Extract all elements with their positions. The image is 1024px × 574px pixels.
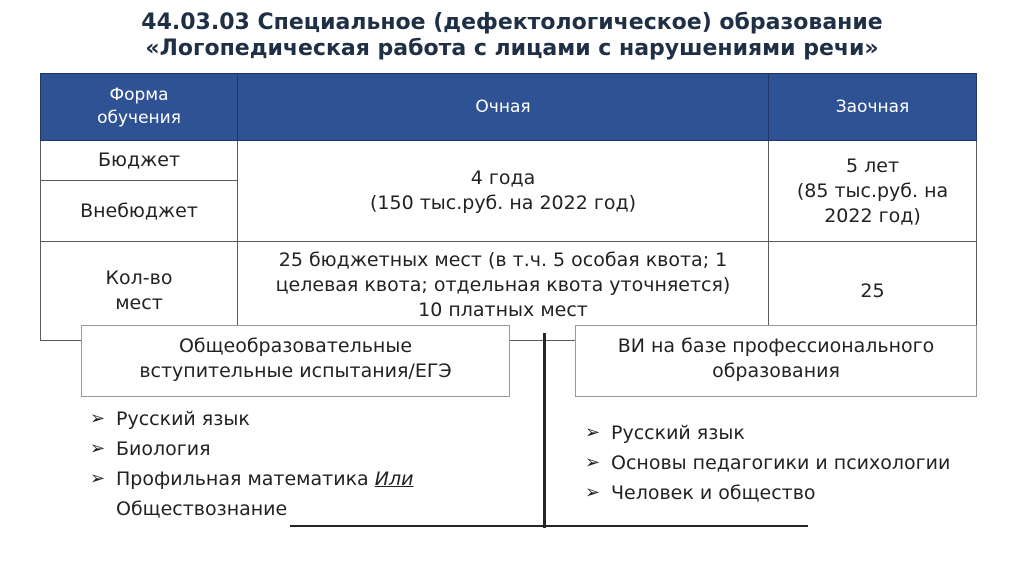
parttime-cost-cell (769, 141, 977, 242)
connector-vertical-line (543, 333, 546, 528)
list-item-label: Основы педагогики и психологии (611, 452, 951, 474)
fulltime-places-line2: целевая квота; отдельная квота уточняется) (275, 274, 731, 296)
general-exams-title-line1: Общеобразовательные (178, 335, 413, 357)
list-item (88, 404, 488, 434)
parttime-places: 25 (769, 242, 977, 341)
fulltime-places-line3: 10 платных мест (418, 299, 588, 321)
list-item-label: Русский язык (116, 408, 250, 430)
arrow-bullet-icon: ➢ (585, 482, 601, 503)
math-line2: Обществознание (116, 498, 288, 520)
table-row-budget (41, 141, 977, 181)
budget-label: Бюджет (41, 141, 238, 181)
places-label-line2: мест (115, 292, 163, 314)
list-item (88, 434, 488, 464)
header-form-of-study (41, 74, 238, 141)
list-item-label: Биология (116, 438, 211, 460)
places-label-line1: Кол-во (105, 267, 173, 289)
arrow-bullet-icon: ➢ (585, 452, 601, 473)
fulltime-duration: 4 года (470, 167, 536, 189)
fulltime-cost: (150 тыс.руб. на 2022 год) (369, 192, 637, 214)
admission-table (40, 73, 977, 341)
general-exams-title-line2: вступительные испытания/ЕГЭ (139, 360, 452, 382)
header-form-line1: Форма (109, 85, 169, 105)
professional-exams-title-line2: образования (712, 360, 840, 382)
header-form-line2: обучения (97, 108, 181, 128)
arrow-bullet-icon: ➢ (90, 408, 106, 429)
header-fulltime: Очная (238, 74, 769, 141)
nonbudget-label: Внебюджет (41, 181, 238, 242)
fulltime-cost-cell (238, 141, 769, 242)
list-item (88, 464, 488, 524)
connector-horizontal-line (290, 525, 808, 527)
general-exams-box (81, 325, 510, 397)
page-title-line1: 44.03.03 Специальное (дефектологическое) образование (141, 10, 883, 35)
fulltime-places-line1: 25 бюджетных мест (в т.ч. 5 особая квота; 1 (278, 249, 728, 271)
parttime-duration: 5 лет (845, 154, 900, 177)
arrow-bullet-icon: ➢ (585, 422, 601, 443)
page-title-line2: «Логопедическая работа с лицами с нарушениями речи» (145, 36, 879, 61)
parttime-cost-line2: 2022 год) (824, 204, 921, 227)
table-header-row (41, 74, 977, 141)
professional-exams-list (583, 418, 1003, 508)
professional-exams-title-line1: ВИ на базе профессионального (617, 335, 935, 357)
list-item (583, 448, 1003, 478)
list-item (583, 478, 1003, 508)
arrow-bullet-icon: ➢ (90, 438, 106, 459)
professional-exams-box (575, 325, 977, 397)
list-item-label: Русский язык (611, 422, 745, 444)
math-or: Или (374, 468, 414, 490)
list-item (583, 418, 1003, 448)
arrow-bullet-icon: ➢ (90, 468, 106, 489)
header-parttime: Заочная (769, 74, 977, 141)
math-prefix: Профильная математика (116, 468, 375, 490)
list-item-label: Человек и общество (611, 482, 816, 504)
parttime-cost-line1: (85 тыс.руб. на (796, 179, 949, 202)
general-exams-list (88, 404, 488, 524)
